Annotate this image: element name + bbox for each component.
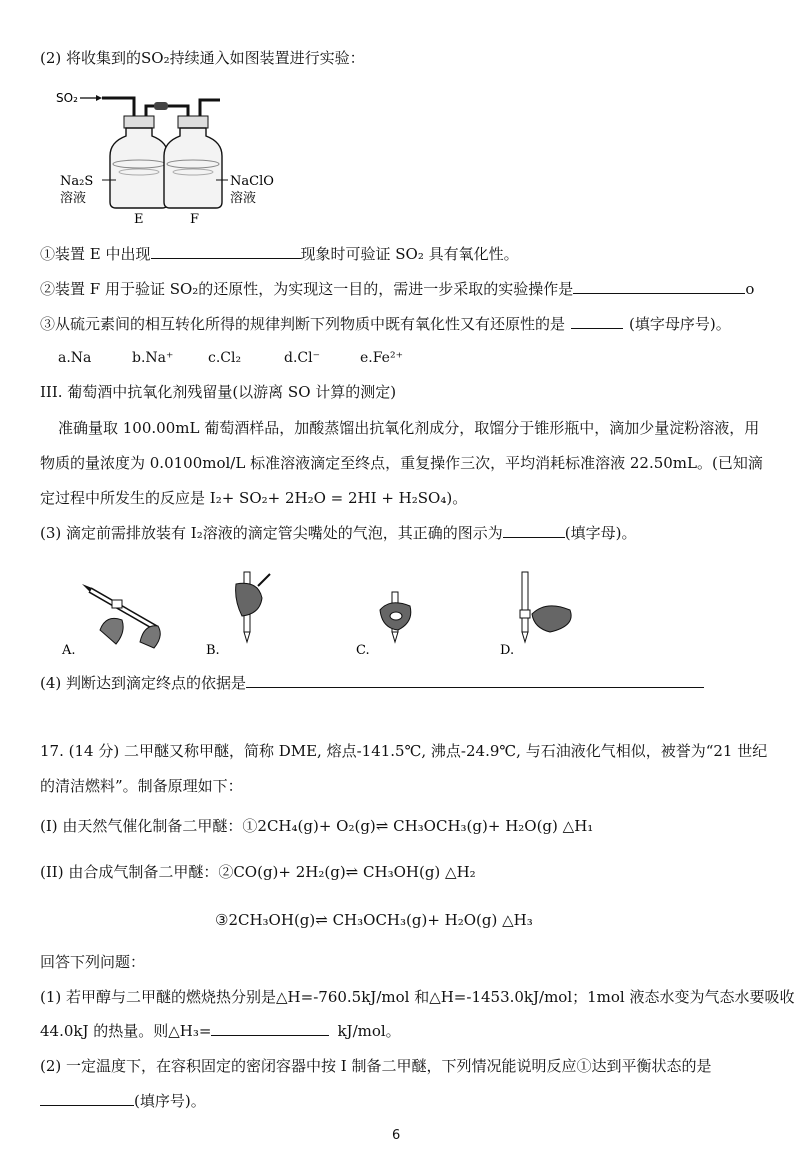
- figure-b-label: B.: [206, 643, 220, 658]
- q4-text: (4) 判断达到滴定终点的依据是: [40, 674, 247, 692]
- apparatus-drawing: [50, 80, 290, 225]
- figure-c-label: C.: [356, 643, 370, 658]
- option-e: e.Fe²⁺: [360, 350, 403, 366]
- q17-q2-text-after: (填序号)。: [134, 1092, 206, 1110]
- q3-text-before: (3) 滴定前需排放装有 I₂溶液的滴定管尖嘴处的气泡，其正确的图示为: [40, 524, 503, 542]
- bottle-f-reagent-2: 溶液: [230, 191, 257, 206]
- bottle-e-label: E: [134, 212, 144, 225]
- answer-blank-2[interactable]: [573, 279, 745, 294]
- q17-q1-text-before: 44.0kJ 的热量。则△H₃=: [40, 1022, 212, 1040]
- answer-blank-17-1[interactable]: [211, 1021, 329, 1036]
- bottle-e-reagent-1: Na₂S: [60, 174, 94, 189]
- part3-para-line3: 定过程中所发生的反应是 I₂+ SO₂+ 2H₂O = 2HI + H₂SO₄)。: [40, 489, 468, 507]
- item3-text-before: ③从硫元素间的相互转化所得的规律判断下列物质中既有氧化性又有还原性的是: [40, 315, 566, 333]
- q17-q1-text-after: kJ/mol。: [337, 1022, 401, 1040]
- q17-q2-line1: (2) 一定温度下，在容积固定的密闭容器中按 I 制备二甲醚，下列情况能说明反应①达到平衡状态的是: [40, 1057, 712, 1075]
- gas-label: SO₂: [56, 91, 78, 105]
- q17-equation-1: (I) 由天然气催化制备二甲醚：①2CH₄(g)+ O₂(g)⇌ CH₃OCH₃(g)+ H₂O(g) △H₁: [40, 817, 594, 835]
- figure-b-drawing: [200, 570, 290, 660]
- figure-a-label: A.: [62, 643, 76, 658]
- q16-2-item1: [40, 244, 519, 264]
- figure-c: [350, 570, 440, 660]
- q3-line: [40, 523, 636, 543]
- q16-2-prompt: (2) 将收集到的SO₂持续通入如图装置进行实验：: [40, 49, 365, 67]
- bottle-e-reagent-2: 溶液: [60, 191, 87, 206]
- q16-2-item3: [40, 314, 731, 334]
- q3-text-after: (填字母)。: [564, 524, 637, 542]
- q17-intro-line1: 17. (14 分) 二甲醚又称甲醚，简称 DME, 熔点-141.5℃, 沸点-24.9℃, 与石油液化气相似，被誉为“21 世纪: [40, 742, 768, 760]
- option-c: c.Cl₂: [208, 350, 242, 366]
- q17-q2-line2: [40, 1091, 206, 1111]
- bottle-f-label: F: [190, 212, 200, 225]
- figure-d-drawing: [490, 570, 590, 660]
- page-number: 6: [392, 1128, 401, 1143]
- bottle-f-reagent-1: NaClO: [230, 174, 274, 189]
- item2-text: ②装置 F 用于验证 SO₂的还原性，为实现这一目的，需进一步采取的实验操作是: [40, 280, 574, 298]
- item3-text-after: (填字母序号)。: [629, 315, 731, 333]
- answer-blank-q4[interactable]: [246, 673, 704, 688]
- option-d: d.Cl⁻: [284, 350, 320, 366]
- q17-intro-line2: 的清洁燃料”。制备原理如下：: [40, 777, 243, 795]
- q16-2-item2: [40, 279, 754, 299]
- answer-blank-3[interactable]: [571, 314, 623, 329]
- item1-text-before: ①装置 E 中出现: [40, 245, 151, 263]
- option-a: a.Na: [58, 350, 92, 366]
- gas-bottle-apparatus: [50, 80, 290, 225]
- item2-end: o: [745, 280, 755, 298]
- q17-equation-2: (II) 由合成气制备二甲醚：②CO(g)+ 2H₂(g)⇌ CH₃OH(g) △H₂: [40, 863, 476, 881]
- figure-d-label: D.: [500, 643, 515, 658]
- answer-blank-1[interactable]: [151, 244, 301, 259]
- q17-answer-prompt: 回答下列问题：: [40, 953, 146, 971]
- figure-d: [490, 570, 590, 660]
- answer-blank-17-2[interactable]: [40, 1091, 134, 1106]
- q17-q1-line1: (1) 若甲醇与二甲醚的燃烧热分别是△H=-760.5kJ/mol 和△H=-1453.0kJ/mol；1mol 液态水变为气态水要吸收: [40, 988, 795, 1006]
- q4-line: [40, 673, 704, 693]
- figure-a: [60, 570, 170, 660]
- part3-heading: III. 葡萄酒中抗氧化剂残留量(以游离 SO 计算的测定): [40, 383, 397, 401]
- q17-q1-line2: [40, 1021, 401, 1041]
- figure-c-drawing: [350, 570, 440, 660]
- figure-a-drawing: [60, 570, 170, 660]
- item1-text-after: 现象时可验证 SO₂ 具有氧化性。: [300, 245, 519, 263]
- option-b: b.Na⁺: [132, 350, 174, 366]
- answer-blank-q3[interactable]: [503, 523, 565, 538]
- part3-para-line2: 物质的量浓度为 0.0100mol/L 标准溶液滴定至终点，重复操作三次，平均消耗标准溶液 22.50mL。(已知滴: [40, 454, 763, 472]
- figure-b: [200, 570, 290, 660]
- part3-para-line1: 准确量取 100.00mL 葡萄酒样品，加酸蒸馏出抗氧化剂成分，取馏分于锥形瓶中，滴加少量淀粉溶液，用: [58, 419, 760, 437]
- q17-equation-3: ③2CH₃OH(g)⇌ CH₃OCH₃(g)+ H₂O(g) △H₃: [215, 911, 533, 929]
